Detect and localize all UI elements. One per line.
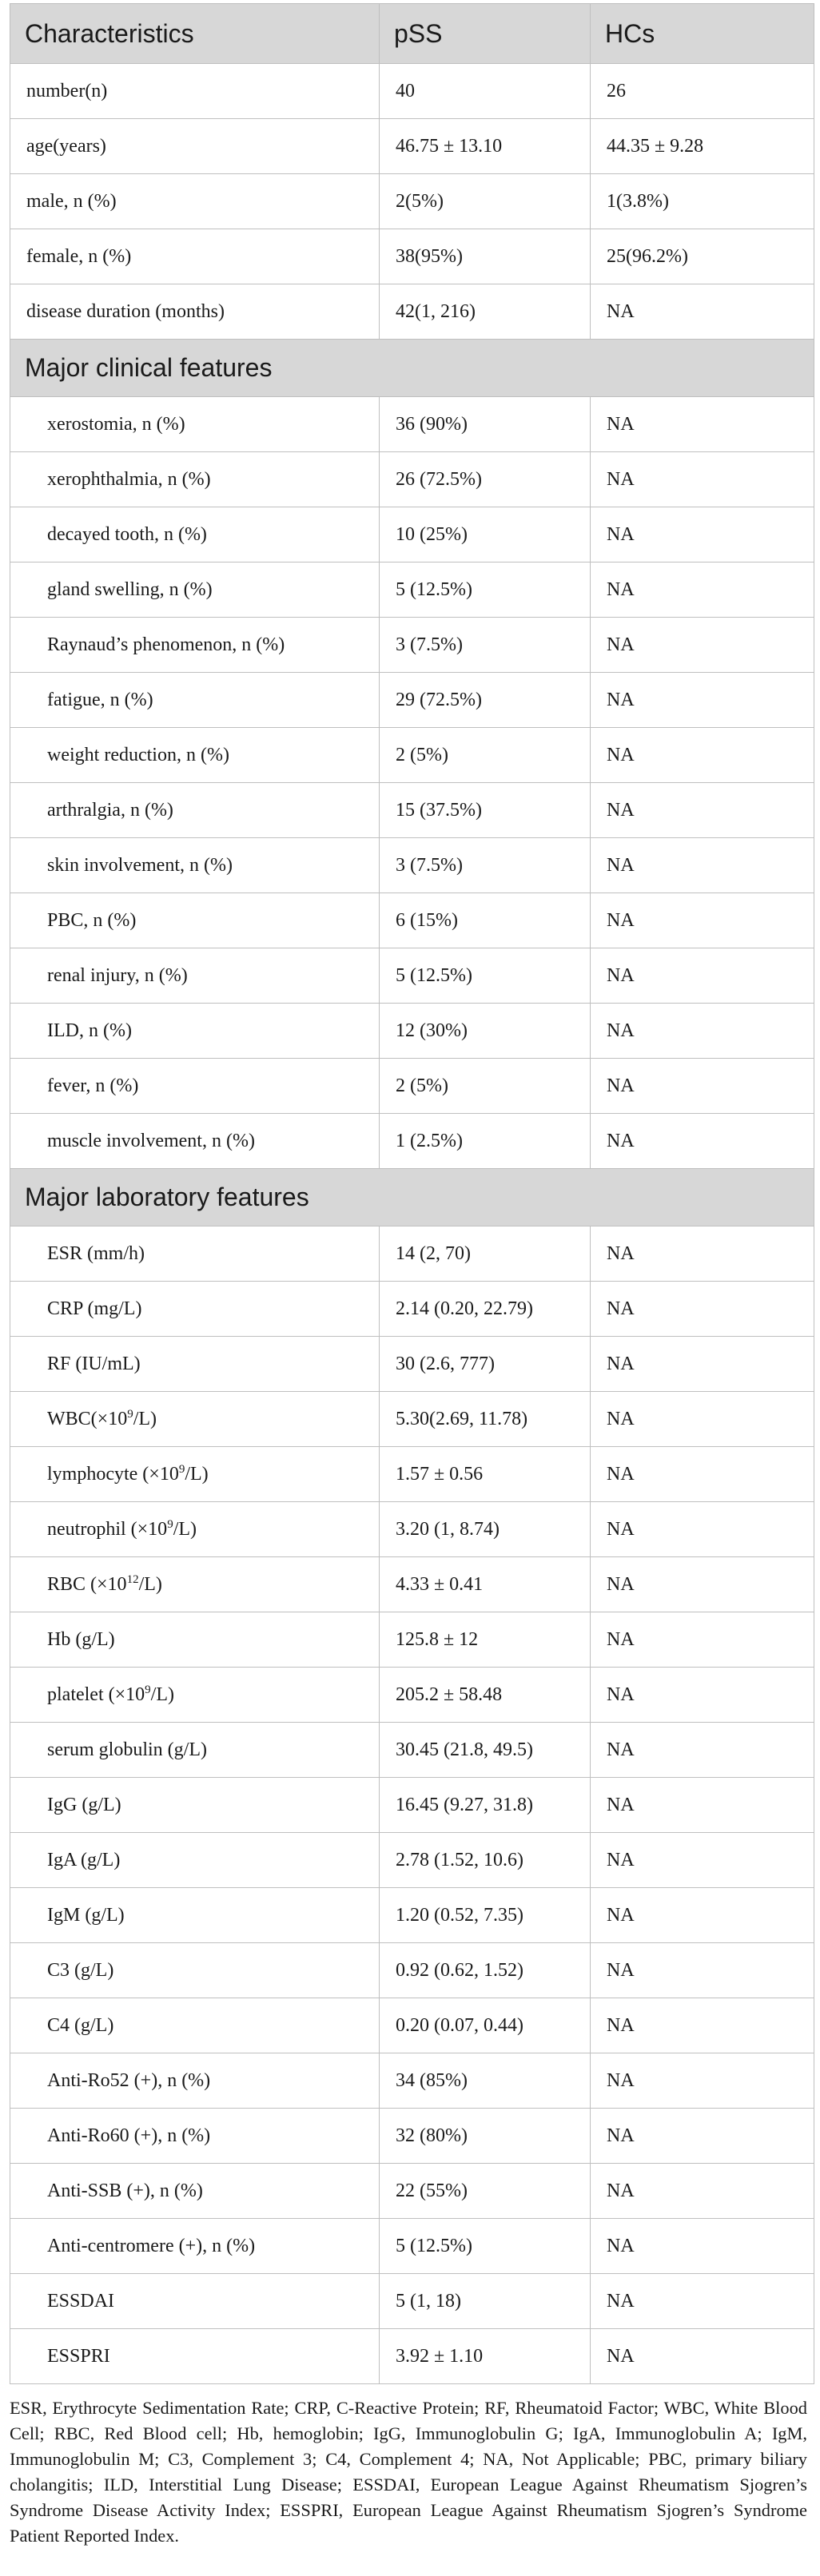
section-title: Major laboratory features: [10, 1169, 814, 1226]
header-hcs: HCs: [591, 4, 814, 64]
hcs-value: NA: [591, 1114, 814, 1169]
hcs-value: NA: [591, 1502, 814, 1557]
label-text: lymphocyte (×10: [47, 1463, 179, 1485]
row-label: [10, 1392, 380, 1447]
row-label: renal injury, n (%): [10, 948, 380, 1004]
row-label: CRP (mg/L): [10, 1282, 380, 1337]
row-label: [10, 1447, 380, 1502]
pss-value: 5 (12.5%): [380, 948, 591, 1004]
pss-value: 4.33 ± 0.41: [380, 1557, 591, 1612]
table-row: [10, 2164, 814, 2219]
hcs-value: 25(96.2%): [591, 229, 814, 284]
hcs-value: NA: [591, 1282, 814, 1337]
row-label: disease duration (months): [10, 284, 380, 340]
header-pss: pSS: [380, 4, 591, 64]
label-unit: /L): [138, 1573, 162, 1595]
hcs-value: NA: [591, 1557, 814, 1612]
hcs-value: NA: [591, 1778, 814, 1833]
hcs-value: 26: [591, 64, 814, 119]
pss-value: 2.14 (0.20, 22.79): [380, 1282, 591, 1337]
pss-value: 40: [380, 64, 591, 119]
hcs-value: NA: [591, 1226, 814, 1282]
hcs-value: NA: [591, 1004, 814, 1059]
hcs-value: NA: [591, 2164, 814, 2219]
pss-value: 30 (2.6, 777): [380, 1337, 591, 1392]
hcs-value: NA: [591, 507, 814, 563]
row-label: ESSPRI: [10, 2329, 380, 2384]
pss-value: 0.20 (0.07, 0.44): [380, 1998, 591, 2053]
label-text: RBC (×10: [47, 1573, 127, 1595]
row-label: Hb (g/L): [10, 1612, 380, 1668]
table-row: [10, 1502, 814, 1557]
table-row: [10, 948, 814, 1004]
hcs-value: NA: [591, 673, 814, 728]
pss-value: 38(95%): [380, 229, 591, 284]
pss-value: 15 (37.5%): [380, 783, 591, 838]
row-label: skin involvement, n (%): [10, 838, 380, 893]
header-characteristics: Characteristics: [10, 4, 380, 64]
table-row: [10, 174, 814, 229]
table-row: [10, 284, 814, 340]
pss-value: 2(5%): [380, 174, 591, 229]
row-label: IgA (g/L): [10, 1833, 380, 1888]
hcs-value: NA: [591, 1447, 814, 1502]
table-row: [10, 728, 814, 783]
pss-value: 0.92 (0.62, 1.52): [380, 1943, 591, 1998]
pss-value: 3 (7.5%): [380, 838, 591, 893]
row-label: Raynaud’s phenomenon, n (%): [10, 618, 380, 673]
row-label: [10, 1557, 380, 1612]
table-row: [10, 507, 814, 563]
pss-value: 3 (7.5%): [380, 618, 591, 673]
row-label: ESSDAI: [10, 2274, 380, 2329]
hcs-value: NA: [591, 1059, 814, 1114]
table-row: [10, 397, 814, 452]
pss-value: 2 (5%): [380, 1059, 591, 1114]
table-row: [10, 618, 814, 673]
table-body: [10, 64, 814, 2384]
section-laboratory: [10, 1169, 814, 1226]
pss-value: 5 (12.5%): [380, 563, 591, 618]
table-row: [10, 838, 814, 893]
section-title: Major clinical features: [10, 340, 814, 397]
label-exponent: 9: [178, 1462, 185, 1476]
row-label: female, n (%): [10, 229, 380, 284]
hcs-value: NA: [591, 893, 814, 948]
label-text: platelet (×10: [47, 1684, 145, 1705]
row-label: Anti-centromere (+), n (%): [10, 2219, 380, 2274]
hcs-value: 44.35 ± 9.28: [591, 119, 814, 174]
row-label: muscle involvement, n (%): [10, 1114, 380, 1169]
table-row: [10, 673, 814, 728]
hcs-value: NA: [591, 1998, 814, 2053]
row-label: IgM (g/L): [10, 1888, 380, 1943]
label-unit: /L): [185, 1463, 209, 1485]
pss-value: 1.57 ± 0.56: [380, 1447, 591, 1502]
label-exponent: 9: [145, 1683, 151, 1696]
pss-value: 5 (1, 18): [380, 2274, 591, 2329]
hcs-value: NA: [591, 563, 814, 618]
label-unit: /L): [150, 1684, 174, 1705]
row-label: Anti-SSB (+), n (%): [10, 2164, 380, 2219]
hcs-value: NA: [591, 2329, 814, 2384]
table-row: [10, 2053, 814, 2109]
table-row: [10, 229, 814, 284]
row-label: C4 (g/L): [10, 1998, 380, 2053]
pss-value: 46.75 ± 13.10: [380, 119, 591, 174]
pss-value: 10 (25%): [380, 507, 591, 563]
pss-value: 125.8 ± 12: [380, 1612, 591, 1668]
table-row: [10, 1392, 814, 1447]
table-row: [10, 1778, 814, 1833]
row-label: IgG (g/L): [10, 1778, 380, 1833]
row-label: number(n): [10, 64, 380, 119]
row-label: Anti-Ro52 (+), n (%): [10, 2053, 380, 2109]
hcs-value: NA: [591, 397, 814, 452]
table-wrapper: [10, 3, 814, 2549]
table-row: [10, 1004, 814, 1059]
table-row: [10, 2274, 814, 2329]
table-row: [10, 1833, 814, 1888]
hcs-value: NA: [591, 948, 814, 1004]
pss-value: 14 (2, 70): [380, 1226, 591, 1282]
pss-value: 30.45 (21.8, 49.5): [380, 1723, 591, 1778]
hcs-value: NA: [591, 838, 814, 893]
pss-value: 42(1, 216): [380, 284, 591, 340]
row-label: arthralgia, n (%): [10, 783, 380, 838]
hcs-value: NA: [591, 2219, 814, 2274]
pss-value: 5.30(2.69, 11.78): [380, 1392, 591, 1447]
pss-value: 36 (90%): [380, 397, 591, 452]
pss-value: 3.20 (1, 8.74): [380, 1502, 591, 1557]
table-row: [10, 1059, 814, 1114]
table-row: [10, 1668, 814, 1723]
label-unit: /L): [173, 1518, 197, 1540]
label-text: WBC(×10: [47, 1408, 128, 1429]
pss-value: 22 (55%): [380, 2164, 591, 2219]
hcs-value: NA: [591, 1337, 814, 1392]
label-text: neutrophil (×10: [47, 1518, 168, 1540]
table-row: [10, 783, 814, 838]
hcs-value: NA: [591, 1943, 814, 1998]
row-label: [10, 1502, 380, 1557]
hcs-value: NA: [591, 1612, 814, 1668]
pss-value: 3.92 ± 1.10: [380, 2329, 591, 2384]
table-row: [10, 1447, 814, 1502]
table-row: [10, 2329, 814, 2384]
row-label: PBC, n (%): [10, 893, 380, 948]
hcs-value: NA: [591, 2109, 814, 2164]
hcs-value: NA: [591, 2053, 814, 2109]
table-row: [10, 1943, 814, 1998]
hcs-value: NA: [591, 1723, 814, 1778]
hcs-value: NA: [591, 284, 814, 340]
hcs-value: NA: [591, 2274, 814, 2329]
row-label: xerophthalmia, n (%): [10, 452, 380, 507]
row-label: gland swelling, n (%): [10, 563, 380, 618]
table-row: [10, 1723, 814, 1778]
pss-value: 16.45 (9.27, 31.8): [380, 1778, 591, 1833]
label-exponent: 9: [167, 1517, 173, 1531]
table-row: [10, 1114, 814, 1169]
pss-value: 5 (12.5%): [380, 2219, 591, 2274]
table-row: [10, 2109, 814, 2164]
pss-value: 34 (85%): [380, 2053, 591, 2109]
row-label: Anti-Ro60 (+), n (%): [10, 2109, 380, 2164]
pss-value: 32 (80%): [380, 2109, 591, 2164]
row-label: age(years): [10, 119, 380, 174]
hcs-value: NA: [591, 1888, 814, 1943]
pss-value: 26 (72.5%): [380, 452, 591, 507]
hcs-value: NA: [591, 728, 814, 783]
row-label: C3 (g/L): [10, 1943, 380, 1998]
table-row: [10, 1226, 814, 1282]
pss-value: 205.2 ± 58.48: [380, 1668, 591, 1723]
row-label: serum globulin (g/L): [10, 1723, 380, 1778]
table-row: [10, 1998, 814, 2053]
row-label: ESR (mm/h): [10, 1226, 380, 1282]
hcs-value: NA: [591, 1833, 814, 1888]
pss-value: 1 (2.5%): [380, 1114, 591, 1169]
hcs-value: NA: [591, 1668, 814, 1723]
row-label: ILD, n (%): [10, 1004, 380, 1059]
label-unit: /L): [133, 1408, 157, 1429]
table-row: [10, 64, 814, 119]
pss-value: 2.78 (1.52, 10.6): [380, 1833, 591, 1888]
row-label: RF (IU/mL): [10, 1337, 380, 1392]
table-row: [10, 1282, 814, 1337]
row-label: male, n (%): [10, 174, 380, 229]
characteristics-table: [10, 3, 814, 2384]
pss-value: 29 (72.5%): [380, 673, 591, 728]
table-row: [10, 1557, 814, 1612]
table-row: [10, 1888, 814, 1943]
row-label: fever, n (%): [10, 1059, 380, 1114]
section-clinical: [10, 340, 814, 397]
hcs-value: NA: [591, 1392, 814, 1447]
pss-value: 2 (5%): [380, 728, 591, 783]
hcs-value: NA: [591, 783, 814, 838]
hcs-value: 1(3.8%): [591, 174, 814, 229]
pss-value: 6 (15%): [380, 893, 591, 948]
row-label: decayed tooth, n (%): [10, 507, 380, 563]
hcs-value: NA: [591, 618, 814, 673]
label-exponent: 12: [126, 1572, 139, 1586]
pss-value: 12 (30%): [380, 1004, 591, 1059]
table-row: [10, 2219, 814, 2274]
row-label: fatigue, n (%): [10, 673, 380, 728]
table-row: [10, 563, 814, 618]
header-row: [10, 4, 814, 64]
table-row: [10, 452, 814, 507]
row-label: xerostomia, n (%): [10, 397, 380, 452]
row-label: weight reduction, n (%): [10, 728, 380, 783]
row-label: [10, 1668, 380, 1723]
label-exponent: 9: [127, 1407, 133, 1421]
table-row: [10, 1337, 814, 1392]
table-row: [10, 893, 814, 948]
table-row: [10, 1612, 814, 1668]
table-row: [10, 119, 814, 174]
pss-value: 1.20 (0.52, 7.35): [380, 1888, 591, 1943]
footnote: ESR, Erythrocyte Sedimentation Rate; CRP, C-Reactive Protein; RF, Rheumatoid Factor; WBC, White Blood Cell; RBC, Red Blood cell; Hb, hemoglobin; IgG, Immunoglobulin G; IgA, Immunoglobulin A; IgM, Immunoglobulin M; C3, Complement 3; C4, Complement 4; NA, Not Applicable; PBC, primary biliary cholangitis; ILD, Interstitial Lung Disease; ESSDAI, European League Against Rheumatism Sjogren’s Syndrome Disease Activity Index; ESSPRI, European League Against Rheumatism Sjogren’s Syndrome Patient Reported Index.: [10, 2398, 807, 2546]
hcs-value: NA: [591, 452, 814, 507]
